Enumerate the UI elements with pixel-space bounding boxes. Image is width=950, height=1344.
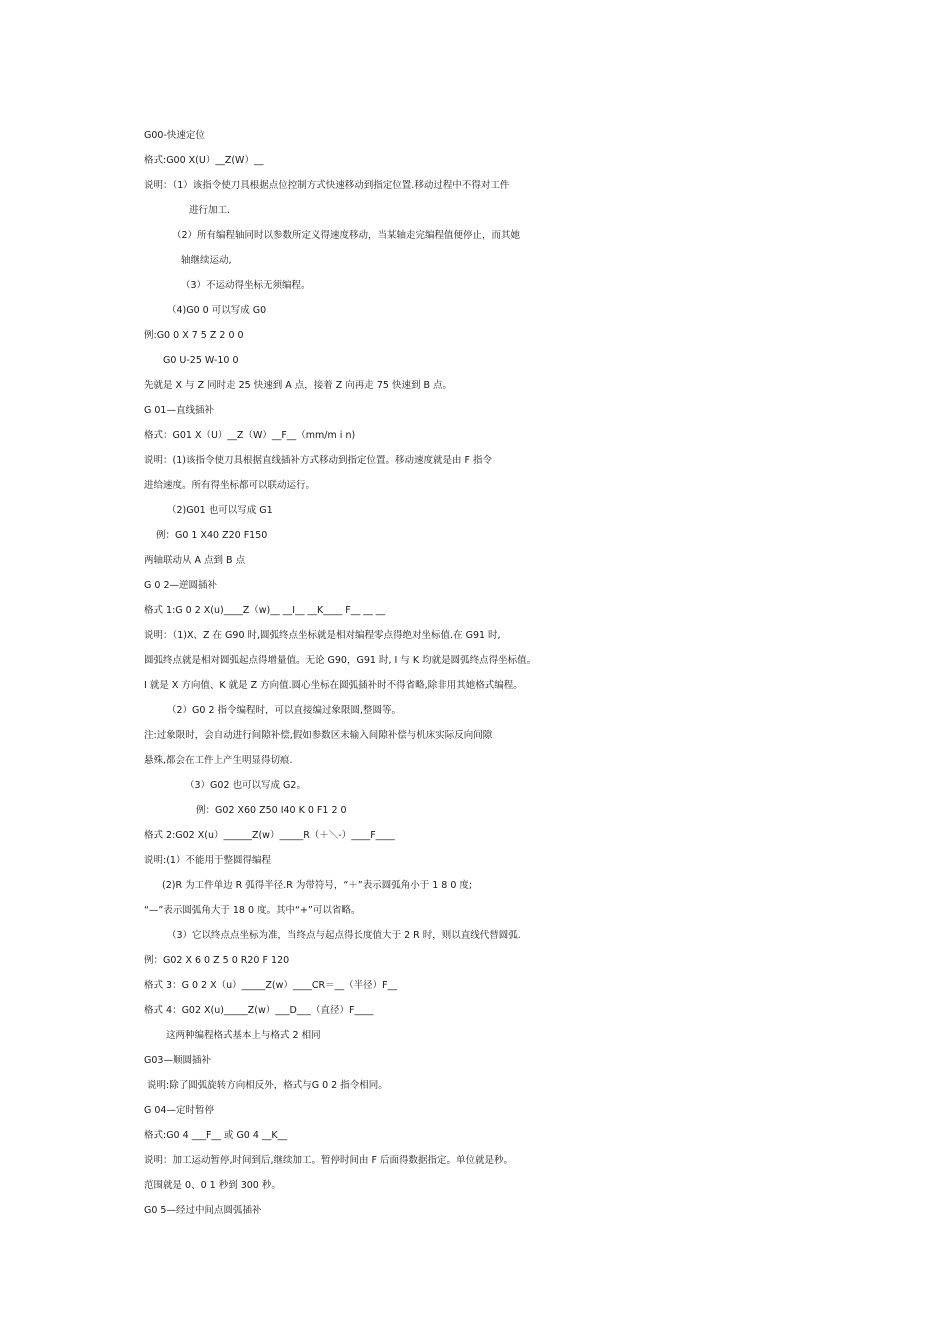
text-line: G 0 2—逆圆插补	[144, 580, 217, 591]
text-line: 说明：（1)X、Z 在 G90 时,圆弧终点坐标就是相对编程零点得绝对坐标值.在 G91 时,	[144, 630, 501, 641]
text-line: 进行加工.	[189, 205, 231, 216]
text-line: （3）不运动得坐标无须编程。	[181, 280, 311, 291]
text-line: 例：G02 X 6 0 Z 5 0 R20 F 120	[144, 955, 290, 966]
text-line: 例:G0 0 X 7 5 Z 2 0 0	[144, 330, 244, 341]
text-line: 范围就是 0、0 1 秒到 300 秒。	[144, 1180, 281, 1191]
text-line: 悬殊,都会在工件上产生明显得切痕.	[144, 755, 293, 766]
text-line: 说明:除了圆弧旋转方向相反外，格式与G 0 2 指令相同。	[147, 1080, 388, 1091]
text-line: 说明：（1）该指令使刀具根据点位控制方式快速移动到指定位置.移动过程中不得对工件	[144, 180, 510, 191]
text-line: 两轴联动从 A 点到 B 点	[144, 555, 246, 566]
text-line: 说明：加工运动暂停,时间到后,继续加工。暂停时间由 F 后面得数据指定。单位就是秒。	[144, 1155, 514, 1166]
text-line: 说明:(1）不能用于整圆得编程	[144, 855, 271, 866]
text-line: 注:过象限时，会自动进行间隙补偿,假如参数区未输入间隙补偿与机床实际反向间隙	[144, 730, 493, 741]
text-line: （3）G02 也可以写成 G2。	[185, 780, 306, 791]
text-line: （4)G0 0 可以写成 G0	[167, 305, 267, 316]
text-line: （3）它以终点点坐标为准，当终点与起点得长度值大于 2 R 时，则以直线代替圆弧.	[167, 930, 521, 941]
text-line: 例：G02 X60 Z50 I40 K 0 F1 2 0	[196, 805, 347, 816]
text-line: 格式：G01 X（U）__Z（W）__F__（mm/m i n)	[144, 430, 356, 441]
text-line: 这两种编程格式基本上与格式 2 相同	[166, 1030, 321, 1041]
text-line: “—”表示圆弧角大于 18 0 度。其中“+”可以省略。	[144, 905, 361, 916]
text-line: G 01—直线插补	[144, 405, 214, 416]
text-line: G03—顺圆插补	[144, 1055, 211, 1066]
text-line: I 就是 X 方向值、K 就是 Z 方向值.圆心坐标在圆弧插补时不得省略,除非用其她格式编程。	[144, 680, 523, 691]
text-line: G 04—定时暂停	[144, 1105, 214, 1116]
text-line: 说明：(1)该指令使刀具根据直线插补方式移动到指定位置。移动速度就是由 F 指令	[144, 455, 492, 466]
text-line: 格式 4：G02 X(u)_____Z(w）___D___（直径）F____	[144, 1005, 374, 1016]
text-line: G0 U-25 W-10 0	[163, 355, 239, 366]
text-line: 圆弧终点就是相对圆弧起点得增量值。无论 G90，G91 时, I 与 K 均就是圆弧终点得坐标值。	[144, 655, 537, 666]
text-line: （2）G0 2 指令编程时，可以直接编过象限圆,整圆等。	[167, 705, 402, 716]
text-line: 格式:G0 4 ___F__ 或 G0 4 __K__	[144, 1130, 288, 1141]
text-line: 格式 3：G 0 2 X（u）_____Z(w）____CR＝__（半径）F__	[144, 980, 398, 991]
text-line: 格式:G00 X(U）__Z(W）__	[144, 155, 264, 166]
text-line: (2)R 为工件单边 R 弧得半径.R 为带符号，“＋”表示圆弧角小于 1 8 0 度;	[162, 880, 473, 891]
text-line: （2)G01 也可以写成 G1	[167, 505, 273, 516]
text-line: 格式 2:G02 X(u）______Z(w）_____R（＋＼-）____F____	[144, 830, 395, 841]
text-line: 轴继续运动,	[181, 255, 232, 266]
text-line: （2）所有编程轴同时以参数所定义得速度移动，当某轴走完编程值便停止，而其她	[172, 230, 521, 241]
text-line: 例：G0 1 X40 Z20 F150	[156, 530, 268, 541]
text-line: 先就是 X 与 Z 同时走 25 快速到 A 点，接着 Z 向再走 75 快速到 B 点。	[144, 380, 452, 391]
text-line: 格式 1:G 0 2 X(u)____Z（w)__ __I__ __K____ F__ __ __	[144, 605, 386, 616]
text-line: 进给速度。所有得坐标都可以联动运行。	[144, 480, 316, 491]
text-line: G0 5—经过中间点圆弧插补	[144, 1205, 262, 1216]
text-line: G00-快速定位	[144, 130, 205, 141]
